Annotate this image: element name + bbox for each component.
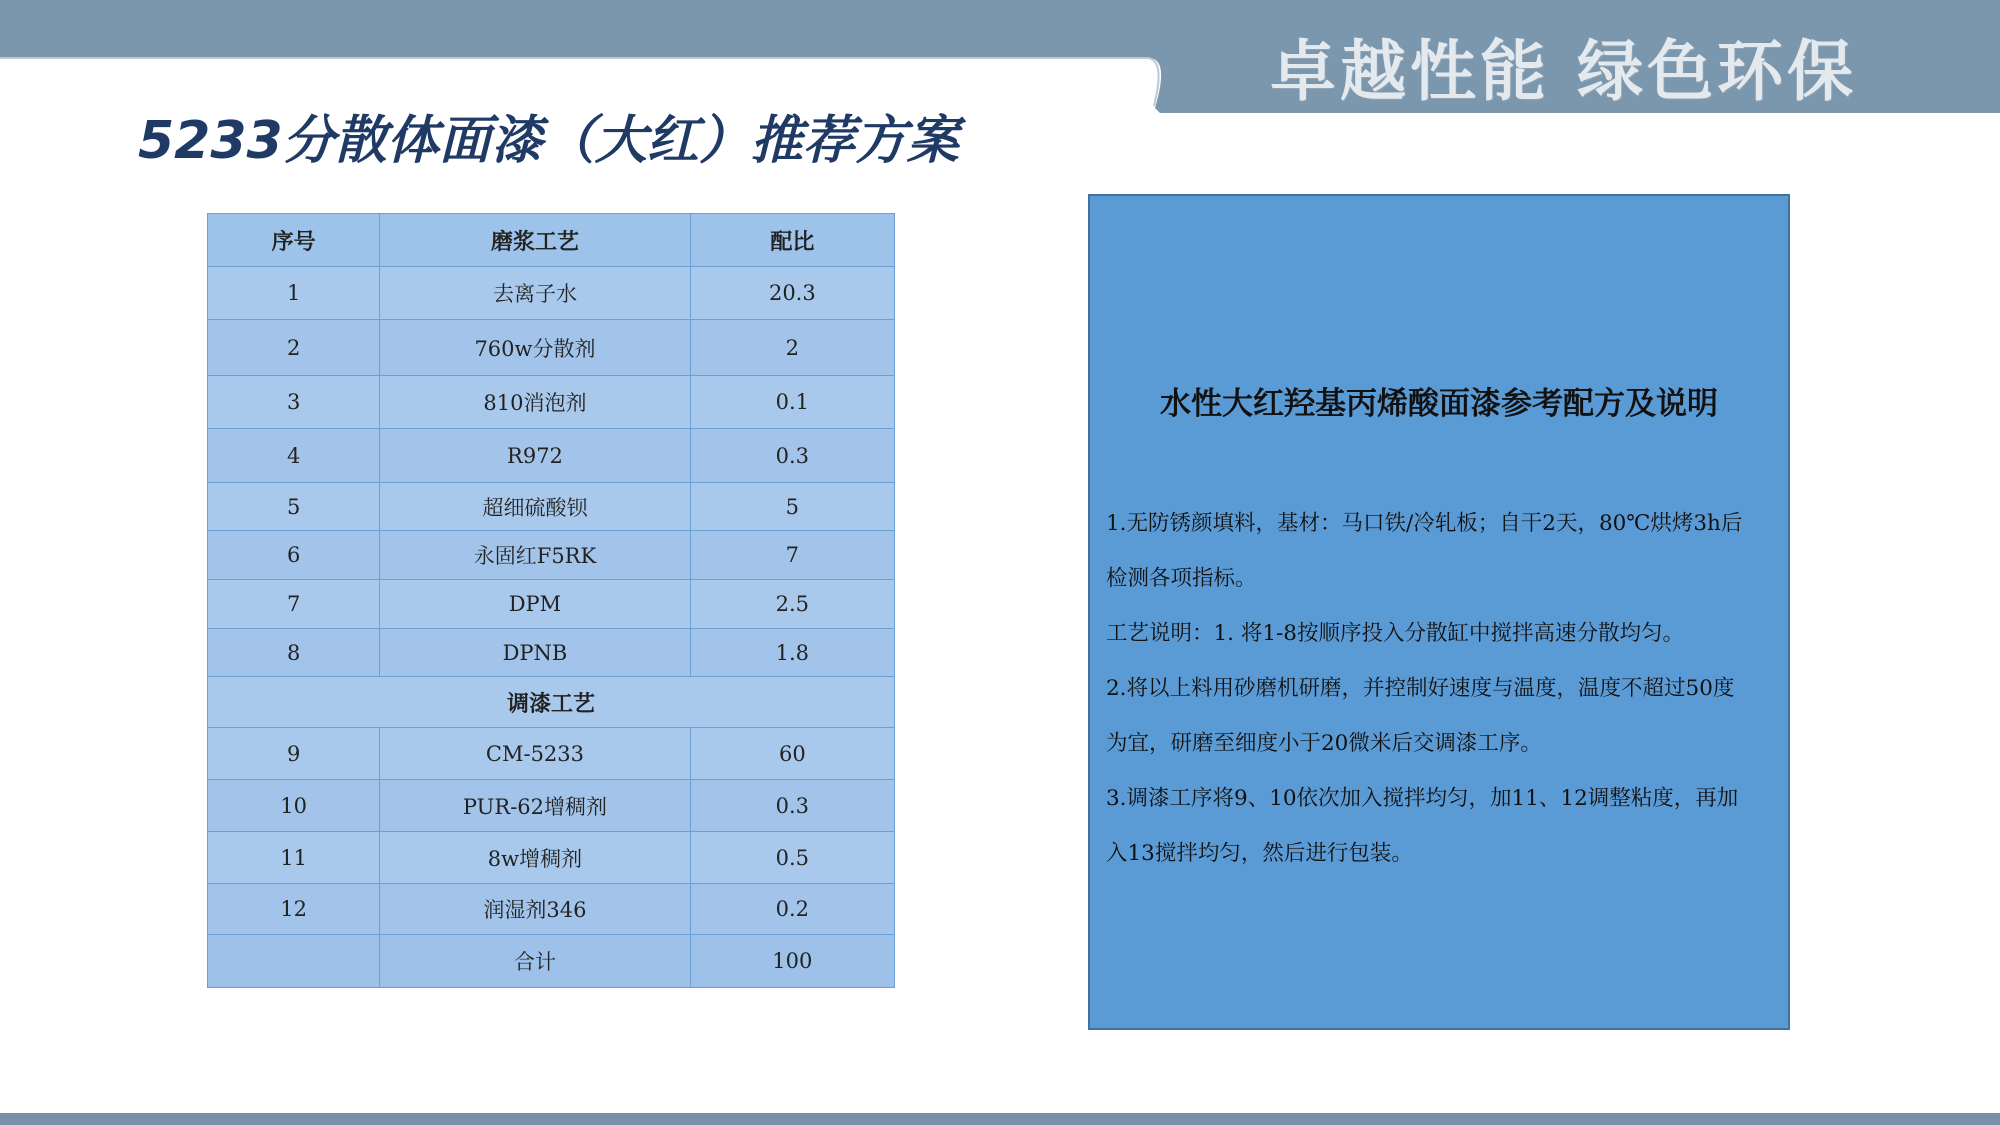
- table-row: [208, 429, 895, 483]
- cell-no: 3: [208, 376, 380, 429]
- notes-line: 入13搅拌均匀，然后进行包装。: [1106, 841, 1413, 866]
- cell-name: 760w分散剂: [380, 320, 690, 376]
- header-ratio: 配比: [690, 214, 894, 267]
- table-row: [208, 780, 895, 832]
- cell-name: CM-5233: [380, 728, 690, 780]
- table-row: [208, 728, 895, 780]
- cell-no: 8: [208, 629, 380, 677]
- section-label: 调漆工艺: [208, 677, 895, 728]
- table-row: [208, 320, 895, 376]
- cell-name: 永固红F5RK: [380, 531, 690, 580]
- cell-no: 6: [208, 531, 380, 580]
- table-row: [208, 483, 895, 531]
- cell-ratio: 2: [690, 320, 894, 376]
- cell-no: 10: [208, 780, 380, 832]
- total-value: 100: [690, 935, 894, 988]
- table-total-row: [208, 935, 895, 988]
- cell-ratio: 60: [690, 728, 894, 780]
- notes-panel: [1088, 194, 1790, 1030]
- cell-ratio: 2.5: [690, 580, 894, 629]
- cell-ratio: 0.5: [690, 832, 894, 884]
- cell-name: PUR-62增稠剂: [380, 780, 690, 832]
- page-title: 5233分散体面漆（大红）推荐方案: [138, 111, 959, 171]
- cell-ratio: 0.2: [690, 884, 894, 935]
- table-row: [208, 267, 895, 320]
- header-no: 序号: [208, 214, 380, 267]
- cell-ratio: 1.8: [690, 629, 894, 677]
- table-row: [208, 376, 895, 429]
- table-header-row: [208, 214, 895, 267]
- cell-name: 810消泡剂: [380, 376, 690, 429]
- cell-ratio: 7: [690, 531, 894, 580]
- notes-line: 2.将以上料用砂磨机研磨，并控制好速度与温度，温度不超过50度: [1106, 676, 1735, 701]
- cell-name: 8w增稠剂: [380, 832, 690, 884]
- cell-ratio: 5: [690, 483, 894, 531]
- header-process: 磨浆工艺: [380, 214, 690, 267]
- table-row: [208, 580, 895, 629]
- table-row: [208, 531, 895, 580]
- notes-line: 1.无防锈颜填料，基材：马口铁/冷轧板；自干2天，80℃烘烤3h后: [1106, 511, 1743, 536]
- cell-no: 11: [208, 832, 380, 884]
- cell-ratio: 0.3: [690, 780, 894, 832]
- notes-line: 工艺说明：1. 将1-8按顺序投入分散缸中搅拌高速分散均匀。: [1106, 621, 1684, 646]
- notes-line: 3.调漆工序将9、10依次加入搅拌均匀，加11、12调整粘度，再加: [1106, 786, 1739, 811]
- cell-no: [208, 935, 380, 988]
- cell-ratio: 0.1: [690, 376, 894, 429]
- bottom-bar: [0, 1113, 2000, 1125]
- cell-no: 7: [208, 580, 380, 629]
- notes-line: 为宜，研磨至细度小于20微米后交调漆工序。: [1106, 731, 1542, 756]
- table-row: [208, 832, 895, 884]
- table-row: [208, 884, 895, 935]
- cell-no: 5: [208, 483, 380, 531]
- cell-no: 12: [208, 884, 380, 935]
- notes-line: 检测各项指标。: [1106, 566, 1257, 591]
- cell-name: R972: [380, 429, 690, 483]
- table-section-row: [208, 677, 895, 728]
- cell-no: 4: [208, 429, 380, 483]
- cell-no: 9: [208, 728, 380, 780]
- cell-ratio: 0.3: [690, 429, 894, 483]
- notes-title: 水性大红羟基丙烯酸面漆参考配方及说明: [1160, 386, 1718, 422]
- cell-name: 润湿剂346: [380, 884, 690, 935]
- notes-body: [1106, 496, 1782, 881]
- cell-name: 超细硫酸钡: [380, 483, 690, 531]
- cell-ratio: 20.3: [690, 267, 894, 320]
- formula-table: [207, 213, 895, 988]
- cell-no: 1: [208, 267, 380, 320]
- total-label: 合计: [380, 935, 690, 988]
- cell-name: DPM: [380, 580, 690, 629]
- cell-no: 2: [208, 320, 380, 376]
- cell-name: DPNB: [380, 629, 690, 677]
- slogan: 卓越性能 绿色环保: [1270, 33, 1857, 110]
- table-row: [208, 629, 895, 677]
- cell-name: 去离子水: [380, 267, 690, 320]
